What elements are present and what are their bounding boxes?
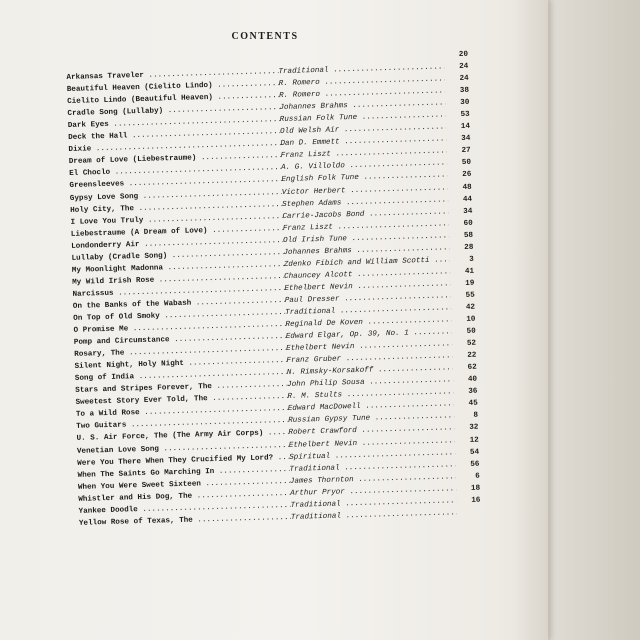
toc-author: Franz Gruber ..... [286,351,452,368]
toc-page-number: 34 [461,135,471,144]
toc-page-number: 24 [459,74,469,84]
toc-title: Londonderry Air ..... [71,235,283,253]
toc-title: Silent Night, Holy Night ..... [74,355,286,373]
toc-author: Paul Dresser ..... [285,290,451,307]
toc-title: Narcissus ..... [72,283,284,301]
toc-title: Dixie ..... [68,138,280,156]
toc-title: Beautiful Heaven (Cielito Lindo) ..... [67,78,279,96]
toc-author: Franz Liszt ..... [281,146,447,163]
toc-page-number: 48 [462,183,472,192]
toc-page-number: 60 [463,219,473,228]
toc-author: James Thornton ..... [290,471,456,488]
toc-title: Song of India ..... [75,367,287,385]
toc-title: Were You There When They Crucified My Lord? ..... [77,451,289,469]
toc-title: Liebestraume (A Dream of Love) ..... [71,223,283,241]
toc-page-number: 6 [475,472,480,481]
toc-title: On Top of Old Smoky ..... [73,307,285,325]
toc-author: Edward Elgar, Op. 39, No. 1 ..... [286,326,452,343]
toc-title: My Wild Irish Rose ..... [72,271,284,289]
toc-author: Robert Crawford ..... [288,423,454,440]
toc-author: Traditional ..... [290,495,456,512]
toc-title: Dream of Love (Liebestraume) ..... [69,150,281,168]
toc-title: Two Guitars ..... [76,415,288,433]
toc-title: El Choclo ..... [69,162,281,180]
toc-author: Johannes Brahms ..... [283,242,449,259]
toc-author: Edward MacDowell ..... [288,399,454,416]
toc-title: On the Banks of the Wabash ..... [73,295,285,313]
toc-page-number: 44 [462,195,473,204]
toc-title: I Love You Truly ..... [70,211,282,229]
toc-author: R. Romero ..... [279,74,445,91]
toc-title: Dark Eyes ..... [68,114,280,132]
toc-author: Johannes Brahms ..... [279,98,445,115]
toc-page-number: 26 [462,171,472,180]
toc-author: Traditional ..... [278,61,444,78]
toc-page-number: 55 [465,291,475,300]
toc-page-number: 38 [459,86,470,96]
toc-title: Yellow Rose of Texas, The ..... [79,512,291,530]
toc-page-number: 40 [467,375,478,385]
toc-page-number: 10 [466,315,476,324]
toc-page-number: 8 [473,412,479,421]
toc-author: Arthur Pryor ..... [290,483,456,500]
toc-title: Greensleeves ..... [69,175,281,193]
toc-author: Zdenko Fibich and William Scotti ..... [284,254,450,271]
toc-author: Dan D. Emmett ..... [280,134,446,151]
toc-title: To a Wild Rose ..... [76,403,288,421]
toc-page-number: 12 [469,436,479,445]
toc-title: My Moonlight Madonna ..... [72,259,284,277]
toc-title: When You Were Sweet Sixteen ..... [78,476,290,494]
toc-page-number: 41 [464,267,475,276]
toc-title: When The Saints Go Marching In ..... [77,464,289,482]
toc-page-number: 42 [465,303,476,312]
toc-author: Carrie-Jacobs Bond ..... [282,206,448,223]
toc-author: Ethelbert Nevin ..... [284,278,450,295]
toc-title: Rosary, The ..... [74,343,286,361]
toc-author: Reginald De Koven ..... [285,314,451,331]
toc-page-number: 22 [467,351,477,361]
contents-heading: CONTENTS [231,31,299,42]
toc-page-number: 32 [469,424,479,433]
toc-title: Holy City, The ..... [70,199,282,217]
toc-page-number: 20 [458,50,469,60]
toc-title: Sweetest Story Ever Told, The ..... [75,391,287,409]
toc-page-number: 3 [469,255,474,264]
toc-title: Deck the Hall ..... [68,126,280,144]
toc-page-number: 45 [468,399,478,409]
toc-author: A. G. Villoldo ..... [281,158,447,175]
toc-page-number: 34 [463,207,473,216]
toc-author: Russian Folk Tune ..... [280,110,446,127]
toc-author: Stephen Adams ..... [282,194,448,211]
toc-author: Ethelbert Nevin ..... [286,338,452,355]
toc-title: Whistler and His Dog, The ..... [78,488,290,506]
toc-page-number: 53 [460,110,470,120]
toc-page-number: 56 [470,460,480,469]
toc-title: Cradle Song (Lullaby) ..... [67,102,279,120]
toc-page-number: 27 [461,147,471,156]
toc-author: Ethelbert Nevin ..... [289,435,455,452]
toc-page-number: 62 [467,363,477,373]
toc-page-number: 18 [470,484,481,493]
toc-author: Chauncey Alcott ..... [284,266,450,283]
table-of-contents [66,47,549,530]
toc-author: English Folk Tune ..... [281,170,447,187]
toc-author: Traditional ..... [291,507,457,524]
toc-author: Traditional ..... [289,459,455,476]
toc-author: John Philip Sousa ..... [287,375,453,392]
toc-page-number: 28 [464,243,474,252]
toc-page-number: 19 [465,279,475,288]
toc-page-number: 50 [461,159,472,168]
toc-author: R. Romero ..... [279,86,445,103]
toc-author: Old Welsh Air ..... [280,122,446,139]
toc-title: Stars and Stripes Forever, The ..... [75,379,287,397]
toc-author: Spiritual ..... [289,447,455,464]
toc-page-number: 30 [460,98,470,108]
toc-page-number: 58 [463,231,474,240]
toc-author: Old Irish Tune ..... [283,230,449,247]
toc-page-number: 50 [466,327,476,336]
toc-page-number: 36 [468,387,478,397]
toc-author: Victor Herbert ..... [282,182,448,199]
toc-title: Arkansas Traveler ..... [66,66,278,84]
toc-title: Lullaby (Cradle Song) ..... [71,247,283,265]
toc-title: U. S. Air Force, The (The Army Air Corps) ..... [76,427,288,445]
toc-author: N. Rimsky-Korsakoff ..... [287,363,453,380]
toc-author: Russian Gypsy Tune ..... [288,411,454,428]
toc-title: Cielito Lindo (Beautiful Heaven) ..... [67,90,279,108]
toc-page-number: 54 [469,448,480,457]
toc-title: Gypsy Love Song ..... [70,187,282,205]
toc-page-number: 52 [466,339,477,349]
toc-author: R. M. Stults ..... [287,387,453,404]
toc-title: O Promise Me ..... [73,319,285,337]
toc-title: Pomp and Circumstance ..... [74,331,286,349]
toc-page-number: 14 [460,123,471,132]
toc-title: Yankee Doodle ..... [78,500,290,518]
toc-page-number: 16 [471,496,481,505]
toc-author: Franz Liszt ..... [283,218,449,235]
toc-page-number: 24 [459,62,469,72]
toc-author: Traditional ..... [285,302,451,319]
toc-title: Venetian Love Song ..... [77,439,289,457]
